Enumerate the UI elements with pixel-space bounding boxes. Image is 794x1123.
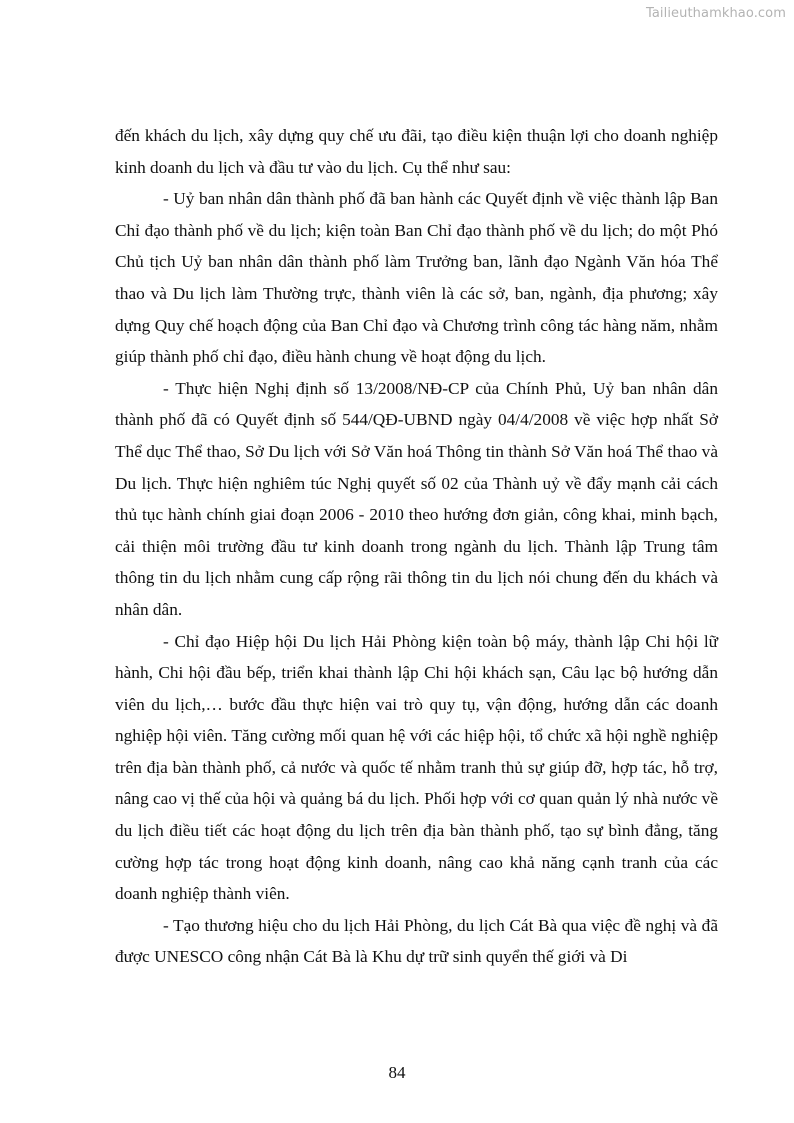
paragraph-brand-unesco: - Tạo thương hiệu cho du lịch Hải Phòng, du lịch Cát Bà qua việc đề nghị và đã được UNESCO công nhận Cát Bà là Khu dự trữ sinh quyển thế giới và Di	[115, 915, 718, 967]
paragraph-steering-committee: - Uỷ ban nhân dân thành phố đã ban hành các Quyết định về việc thành lập Ban Chỉ đạo thành phố về du lịch; kiện toàn Ban Chỉ đạo thành phố về du lịch; do một Phó Chủ tịch Uỷ ban nhân dân thành phố làm Trưởng ban, lãnh đạo Ngành Văn hóa Thể thao và Du lịch làm Thường trực, thành viên là các sở, ban, ngành, địa phương; xây dựng Quy chế hoạch động của Ban Chỉ đạo và Chương trình công tác hàng năm, nhằm giúp thành phố chỉ đạo, điều hành chung về hoạt động du lịch.	[115, 189, 718, 367]
paragraph-decree-merger: - Thực hiện Nghị định số 13/2008/NĐ-CP của Chính Phủ, Uỷ ban nhân dân thành phố đã có Quyết định số 544/QĐ-UBND ngày 04/4/2008 về việc hợp nhất Sở Thể dục Thể thao, Sở Du lịch với Sở Văn hoá Thông tin thành Sở Văn hoá Thể thao và Du lịch. Thực hiện nghiêm túc Nghị quyết số 02 của Thành uỷ về đẩy mạnh cải cách thủ tục hành chính giai đoạn 2006 - 2010 theo hướng đơn giản, công khai, minh bạch, cải thiện môi trường đầu tư kinh doanh trong ngành du lịch. Thành lập Trung tâm thông tin du lịch nhằm cung cấp rộng rãi thông tin du lịch nói chung đến du khách và nhân dân.	[115, 378, 718, 619]
watermark: Tailieuthamkhao.com	[645, 6, 786, 21]
paragraph-continuation: đến khách du lịch, xây dựng quy chế ưu đãi, tạo điều kiện thuận lợi cho doanh nghiệp kinh doanh du lịch và đầu tư vào du lịch. Cụ thể như sau:	[115, 126, 718, 177]
document-body	[115, 120, 718, 973]
page-number: 84	[388, 1063, 406, 1082]
paragraph-tourism-association: - Chỉ đạo Hiệp hội Du lịch Hải Phòng kiện toàn bộ máy, thành lập Chi hội lữ hành, Chi hội đầu bếp, triển khai thành lập Chi hội khách sạn, Câu lạc bộ hướng dẫn viên du lịch,… bước đầu thực hiện vai trò quy tụ, vận động, hướng dẫn các doanh nghiệp hội viên. Tăng cường mối quan hệ với các hiệp hội, tổ chức xã hội nghề nghiệp trên địa bàn thành phố, cả nước và quốc tế nhằm tranh thủ sự giúp đỡ, hợp tác, hỗ trợ, nâng cao vị thế của hội và quảng bá du lịch. Phối hợp với cơ quan quản lý nhà nước về du lịch điều tiết các hoạt động du lịch trên địa bàn thành phố, tạo sự bình đẳng, tăng cường hợp tác trong hoạt động kinh doanh, nâng cao khả năng cạnh tranh của các doanh nghiệp thành viên.	[115, 631, 718, 904]
